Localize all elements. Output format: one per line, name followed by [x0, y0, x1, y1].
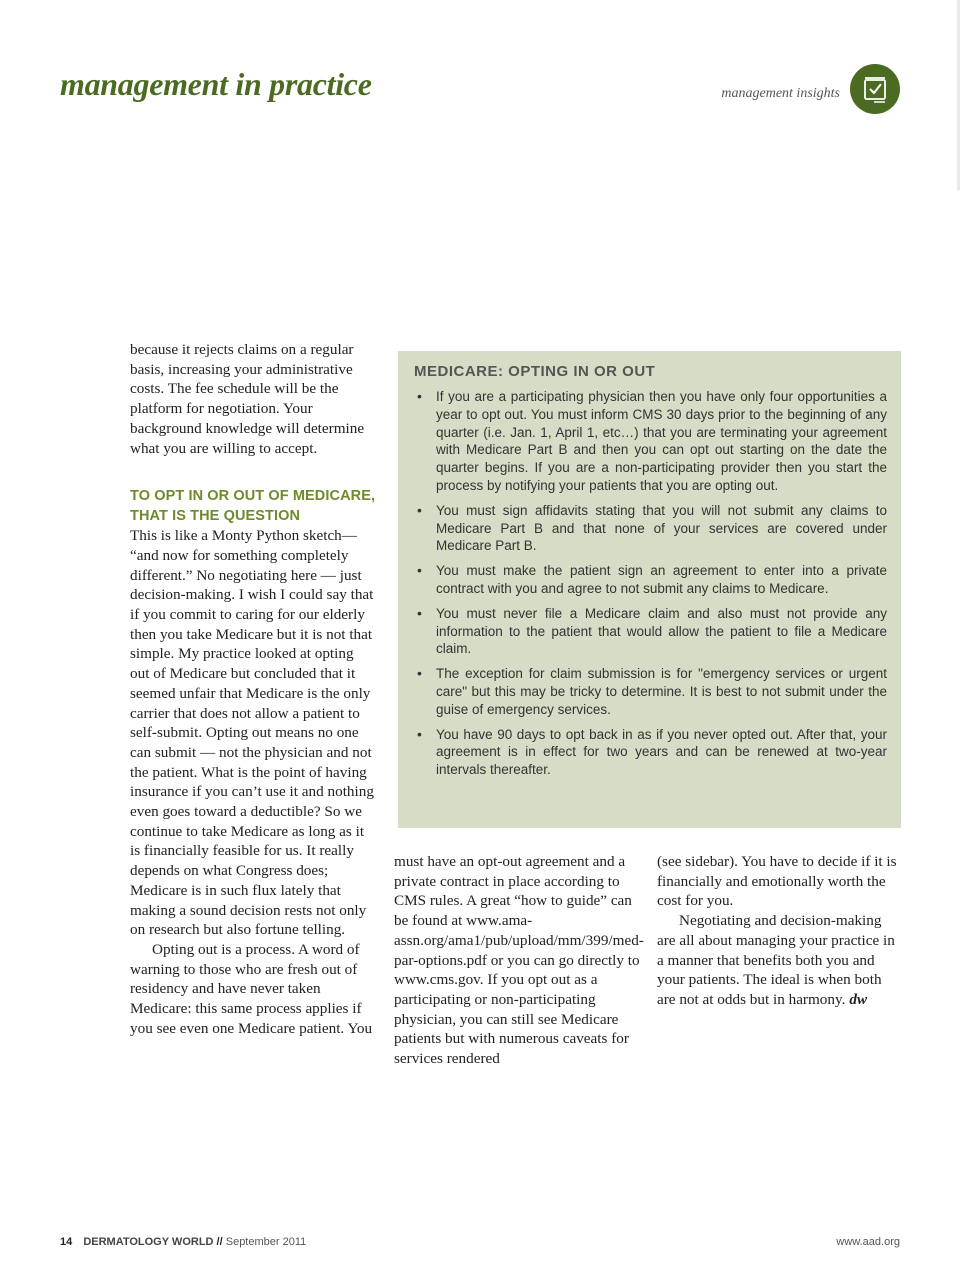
- article-column-3: [657, 852, 899, 1010]
- medicare-sidebar: [398, 351, 901, 828]
- body-paragraph: This is like a Monty Python sketch— “and now for something completely different.” No negotiating here — just decision-making. I wish I could say that if you commit to caring for our elderly then you take Medicare but it is not that simple. My practice looked at opting out of Medicare but concluded that it seemed unfair that Medicare is the only carrier that does not allow a patient to self-submit. Opting out means no one can submit — not the physician and not the patient. What is the point of having insurance if you can’t use it and nothing even goes toward a deductible? So we continue to take Medicare as long as it is financially feasible for us. It really depends on what Congress does; Medicare is in such flux lately that making a sound decision rests not only on research but also fortune telling.: [130, 527, 374, 939]
- bullet-icon: •: [417, 665, 422, 682]
- page-footer: [60, 1236, 306, 1248]
- footer-separator: //: [216, 1236, 223, 1248]
- sidebar-list-item: • You must make the patient sign an agreement to enter into a private contract with you and agree to not submit any claims to Medicare.: [417, 562, 887, 596]
- bullet-icon: •: [417, 501, 422, 518]
- footer-url: www.aad.org: [836, 1236, 900, 1248]
- sidebar-list-item: • You must never file a Medicare claim and also must not provide any information to the patient that would allow the patient to file a Medicare claim.: [417, 604, 887, 657]
- bullet-icon: •: [417, 725, 422, 742]
- section-title: management in practice: [60, 66, 372, 102]
- article-column-2: [394, 852, 644, 1069]
- author-signature: dw: [849, 990, 868, 1008]
- sidebar-list-item: • You have 90 days to opt back in as if you never opted out. After that, your agreement is in effect for two years and can be renewed at two-year intervals thereafter.: [417, 725, 887, 778]
- checklist-icon: [860, 74, 890, 104]
- body-paragraph: Opting out is a process. A word of warning to those who are fresh out of residency and have never taken Medicare: this same process applies if you see even one Medicare patient. You: [130, 940, 373, 1037]
- sidebar-list: [414, 388, 887, 779]
- sidebar-title: MEDICARE: OPTING IN OR OUT: [414, 363, 656, 380]
- body-paragraph: because it rejects claims on a regular basis, increasing your administrative costs. The fee schedule will be the platform for negotiation. Your background knowledge will determine what you are willing to accept.: [130, 341, 365, 457]
- article-subhead: TO OPT IN OR OUT OF MEDICARE, THAT IS THE QUESTION: [130, 488, 376, 525]
- sidebar-list-item: • You must sign affidavits stating that you will not submit any claims to Medicare Part B and that none of your services are covered under Medicare Part B.: [417, 501, 887, 554]
- sidebar-list-item: • If you are a participating physician then you have only four opportunities a year to opt out. You must inform CMS 30 days prior to the beginning of any quarter (i.e. Jan. 1, April 1, etc…) that you are terminating your agreement with Medicare Part B and then you can opt out starting on the date the quarter begins. If you are a non-participating provider then you start the process by notifying your patients that you are opting out.: [417, 388, 887, 493]
- magazine-name: DERMATOLOGY WORLD: [83, 1236, 214, 1248]
- bullet-icon: •: [417, 604, 422, 621]
- body-paragraph: (see sidebar). You have to decide if it is financially and emotionally worth the cost for you.: [657, 853, 897, 910]
- bullet-icon: •: [417, 562, 422, 579]
- body-paragraph: must have an opt-out agreement and a private contract in place according to CMS rules. A great “how to guide” can be found at www.ama-assn.org/ama1/pub/upload/mm/399/med-par-options.pdf or you can go directly to www.cms.gov. If you opt out as a participating or non-participating physician, you can still see Medicare patients but with numerous caveats for services rendered: [394, 853, 644, 1068]
- issue-date: September 2011: [225, 1236, 307, 1248]
- department-badge: [850, 64, 900, 114]
- body-paragraph: Negotiating and decision-making are all about managing your practice in a manner that benefits both you and your patients. The ideal is when both are not at odds but in harmony. dw: [657, 912, 895, 1008]
- sidebar-list-item: • The exception for claim submission is for "emergency services or urgent care" but this may be tricky to determine. It is best to not submit under the guise of emergency services.: [417, 665, 887, 717]
- department-label: management insights: [721, 86, 840, 101]
- article-column-1: [130, 340, 376, 1039]
- bullet-icon: •: [417, 388, 422, 404]
- page-number: 14: [60, 1236, 73, 1248]
